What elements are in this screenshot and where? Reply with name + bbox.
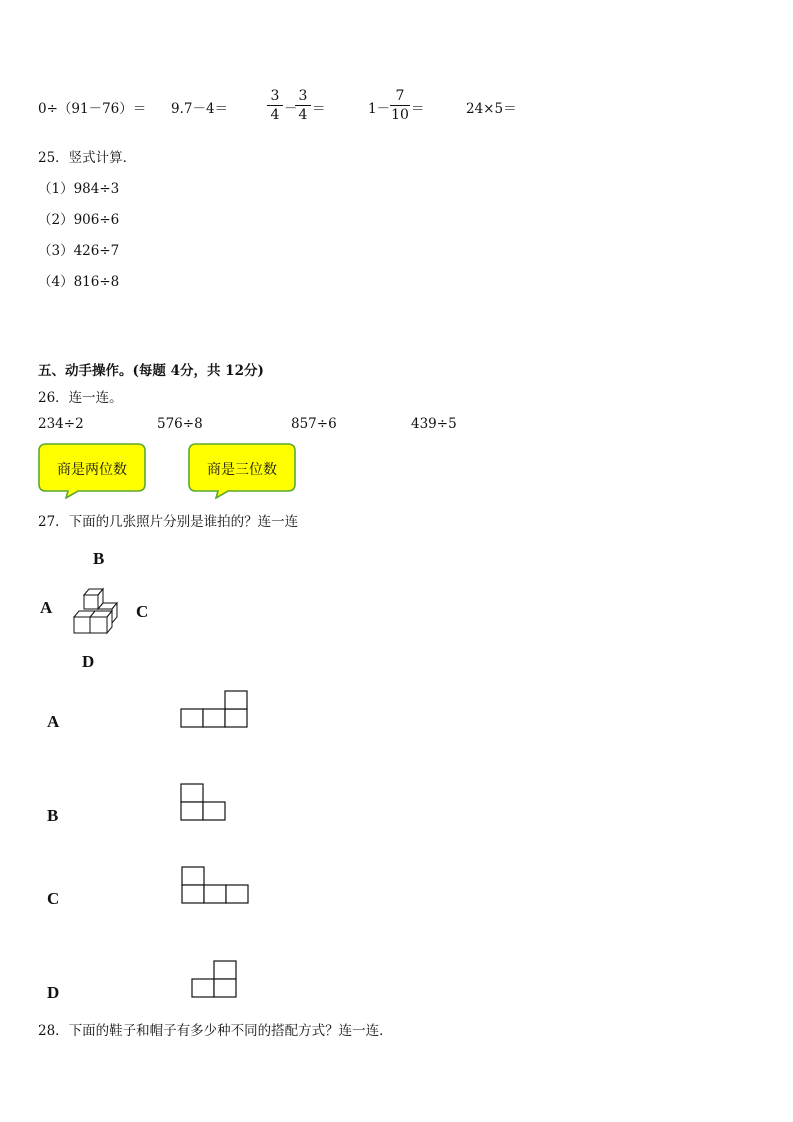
q25-item-3: （3）426÷7 xyxy=(38,243,120,259)
bubble-three-digit-quotient xyxy=(188,443,296,499)
minus-sign: － xyxy=(284,101,298,117)
position-label-c: C xyxy=(136,602,149,621)
bubble-label-1: 商是两位数 xyxy=(57,462,127,478)
question-25-title: 25．竖式计算． xyxy=(38,150,137,166)
q26-expr-1: 234÷2 xyxy=(38,416,84,432)
view-a-grid xyxy=(180,690,250,730)
question-28-title: 28．下面的鞋子和帽子有多少种不同的搭配方式？连一连． xyxy=(38,1023,393,1039)
position-label-b: B xyxy=(93,549,105,568)
cube-stack-figure xyxy=(70,586,122,638)
question-26-title: 26．连一连。 xyxy=(38,390,123,406)
question-27-title: 27．下面的几张照片分别是谁拍的？连一连 xyxy=(38,514,299,530)
section-5-title: 五、动手操作。(每题 4分，共 12分) xyxy=(38,363,264,379)
view-label-a: A xyxy=(47,712,60,731)
calc-item-2: 9.7－4＝ xyxy=(171,101,229,117)
fraction-three-quarters-2: 3 4 xyxy=(294,88,312,123)
equals-sign: ＝ xyxy=(411,101,425,117)
view-label-b: B xyxy=(47,806,59,825)
bubble-two-digit-quotient xyxy=(38,443,146,499)
view-label-c: C xyxy=(47,889,60,908)
view-c-grid xyxy=(181,866,251,906)
view-label-d: D xyxy=(47,983,60,1002)
q26-expr-2: 576÷8 xyxy=(157,416,203,432)
fraction-seven-tenths: 7 10 xyxy=(391,88,409,123)
q25-item-1: （1）984÷3 xyxy=(38,181,120,197)
q25-item-2: （2）906÷6 xyxy=(38,212,120,228)
position-label-a: A xyxy=(40,598,53,617)
q26-expr-3: 857÷6 xyxy=(291,416,337,432)
q26-expr-4: 439÷5 xyxy=(411,416,457,432)
calc-item-1: 0÷（91－76）＝ xyxy=(38,101,147,117)
bubble-label-2: 商是三位数 xyxy=(207,462,277,478)
one-minus: 1－ xyxy=(368,101,391,117)
q25-item-4: （4）816÷8 xyxy=(38,274,120,290)
equals-sign: ＝ xyxy=(312,101,326,117)
fraction-three-quarters-1: 3 4 xyxy=(266,88,284,123)
calc-item-5: 24×5＝ xyxy=(466,101,517,117)
position-label-d: D xyxy=(82,652,95,671)
view-d-grid xyxy=(191,960,239,1000)
view-b-grid xyxy=(180,783,228,823)
